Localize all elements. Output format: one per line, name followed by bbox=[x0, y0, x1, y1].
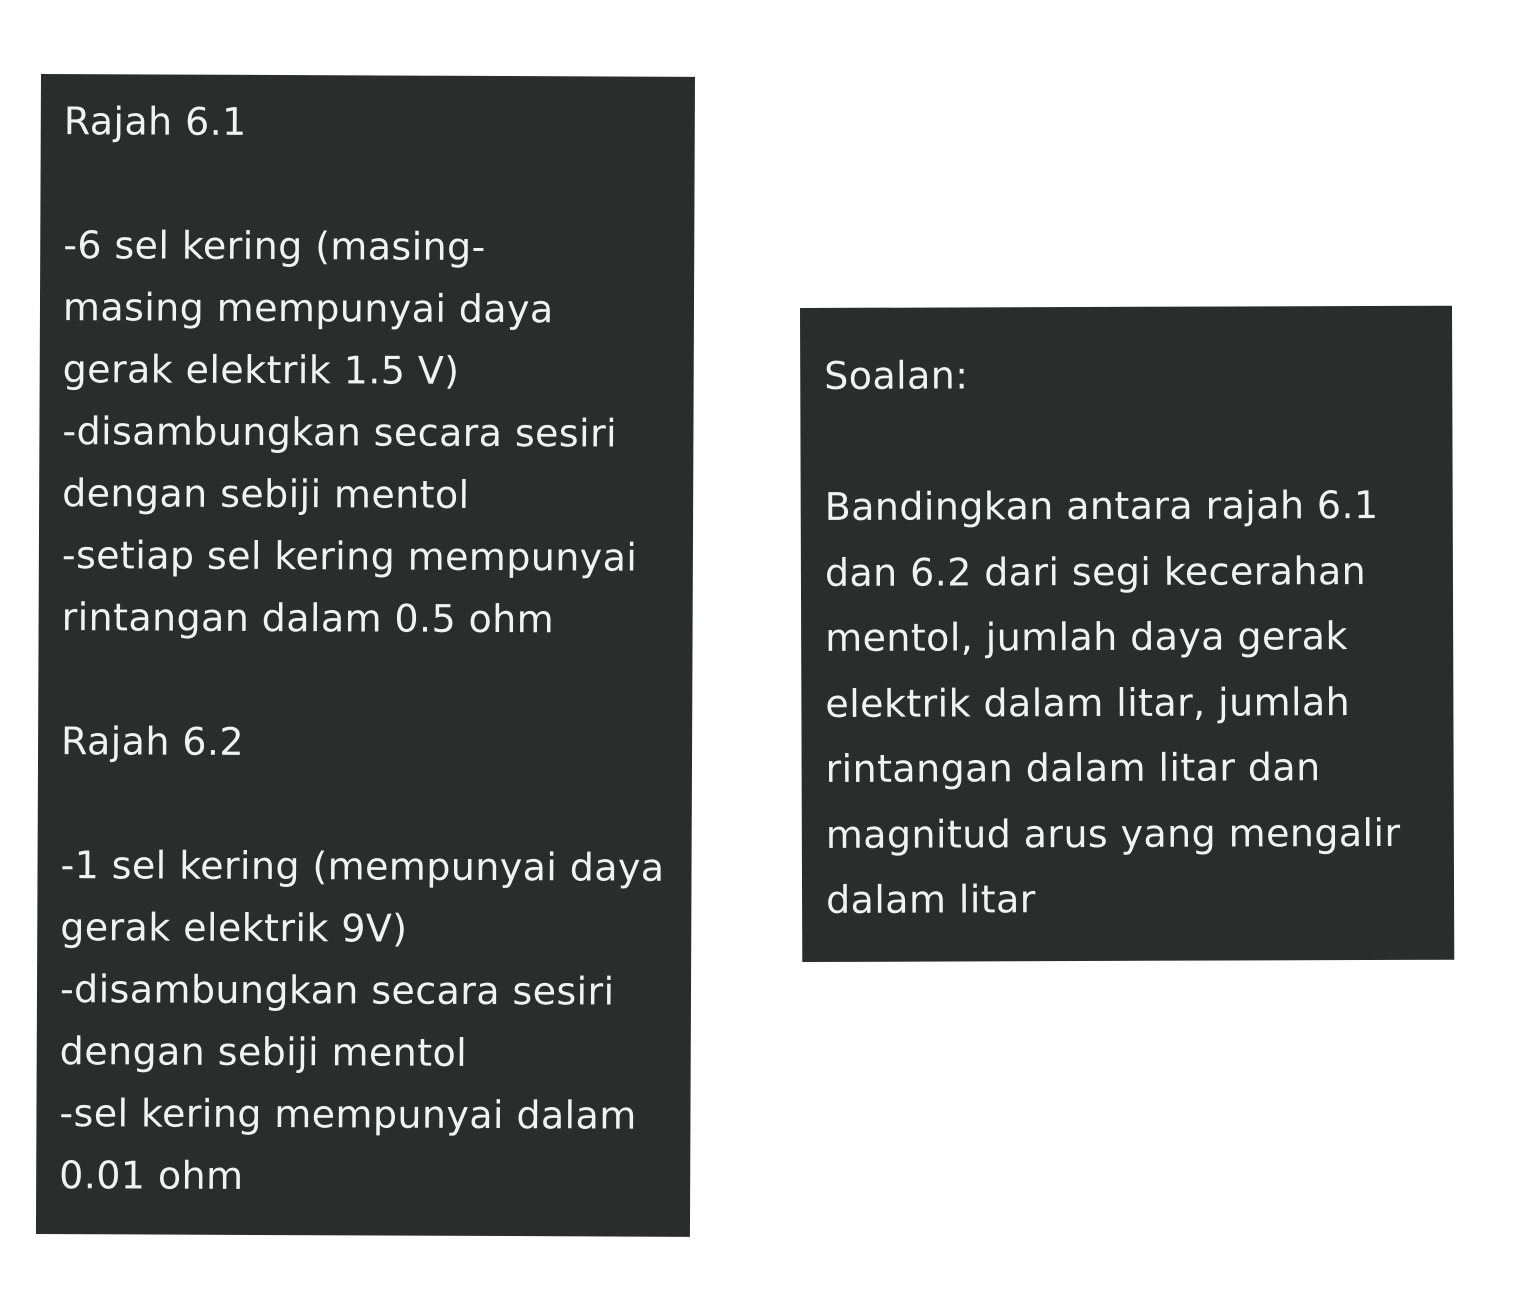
rajah-6-2-line: gerak elektrik 9V) bbox=[60, 905, 408, 951]
blank-line bbox=[63, 152, 694, 217]
question-text-line: mentol, jumlah daya gerak bbox=[825, 614, 1348, 660]
question-text-line: rintangan dalam litar dan bbox=[825, 745, 1321, 791]
blank-line bbox=[61, 772, 692, 837]
rajah-description-card bbox=[36, 74, 695, 1237]
rajah-6-2-title: Rajah 6.2 bbox=[60, 719, 245, 764]
question-text-line: dalam litar bbox=[825, 877, 1036, 922]
rajah-6-1-line: rintangan dalam 0.5 ohm bbox=[61, 595, 555, 642]
blank-line bbox=[61, 648, 692, 713]
rajah-6-2-line: -1 sel kering (mempunyai daya bbox=[60, 843, 665, 890]
question-text-line: dan 6.2 dari segi kecerahan bbox=[824, 548, 1367, 595]
question-card bbox=[800, 306, 1454, 962]
rajah-6-2-line: -sel kering mempunyai dalam bbox=[59, 1091, 637, 1138]
rajah-6-1-line: -disambungkan secara sesiri bbox=[62, 409, 618, 456]
rajah-6-2-line: dengan sebiji mentol bbox=[59, 1029, 468, 1075]
rajah-6-1-line: gerak elektrik 1.5 V) bbox=[62, 347, 460, 393]
question-heading: Soalan: bbox=[824, 353, 969, 398]
rajah-6-2-line: 0.01 ohm bbox=[59, 1153, 244, 1198]
question-text-line: magnitud arus yang mengalir bbox=[825, 810, 1401, 857]
rajah-6-1-line: dengan sebiji mentol bbox=[62, 471, 470, 517]
question-text-line: elektrik dalam litar, jumlah bbox=[825, 679, 1351, 726]
rajah-6-1-line: -setiap sel kering mempunyai bbox=[61, 533, 638, 580]
rajah-6-1-line: -6 sel kering (masing- bbox=[63, 223, 486, 269]
question-text-line: Bandingkan antara rajah 6.1 bbox=[824, 482, 1379, 529]
blank-line bbox=[824, 407, 1452, 475]
rajah-6-1-title: Rajah 6.1 bbox=[63, 99, 247, 144]
rajah-6-1-line: masing mempunyai daya bbox=[62, 285, 554, 332]
rajah-6-2-line: -disambungkan secara sesiri bbox=[59, 967, 615, 1014]
